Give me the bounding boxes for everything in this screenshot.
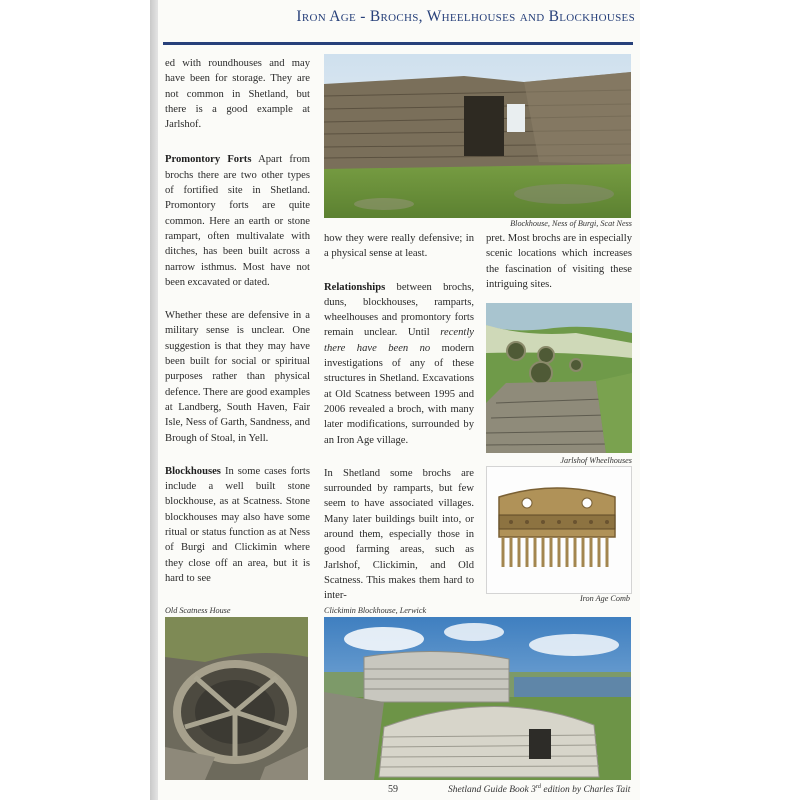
paragraph-text: Apart from brochs there are two other types of fortified site in Shetland. Promontory forts are quite common. Here an earth or stone rampart, often multivalate with ditches, has been built across a narrow isthmus. Most have not been excavated or dated. (165, 154, 310, 288)
italic-text: recently there have been no (324, 327, 474, 354)
paragraph: In Shetland some brochs are surrounded by ramparts, but few seem to have associated villages. Many later buildings built into, or around them, especially those in good farming areas, such as Jarlshof, Clickimin, and Old Scatness. This makes them hard to inter- (324, 467, 474, 602)
photo-caption: Jarlshof Wheelhouses (560, 456, 632, 465)
paragraph-text: In some cases forts include a well built stone blockhouse, as at Scatness. Stone blockhouses may also have some ritual or status function as at Ness of Burgi and Clickimin where they close off an area, but it is hard to see (165, 465, 310, 584)
paragraph-text: between brochs, duns, blockhouses, ramparts, wheelhouses and promontory forts remain unclear. Until (324, 281, 474, 339)
header-rule (163, 42, 633, 45)
aerial-ruins-photo-icon (486, 303, 632, 453)
photo-caption: Blockhouse, Ness of Burgi, Scat Ness (510, 219, 632, 228)
page-header: Iron Age - Brochs, Wheelhouses and Blockhouses (296, 8, 635, 25)
credit-text: Shetland Guide Book 3 (448, 785, 536, 796)
section-heading: Promontory Forts (165, 154, 252, 166)
book-credit (448, 784, 630, 795)
photo-caption: Iron Age Comb (579, 594, 630, 603)
section-heading: Blockhouses (165, 465, 221, 477)
section-heading: Relationships (324, 281, 386, 293)
page-number: 59 (388, 784, 398, 795)
paragraph-text: modern investigations of any of these structures in Shetland. Excavations at Old Scatness between 1995 and 2006 revealed a broch, with many later modifications, surrounded by an Iron Age village. (324, 342, 474, 446)
paragraph (165, 152, 310, 290)
paragraph: ed with roundhouses and may have been for storage. They are not common in Shetland, but there is a good example at Jarlshof. (165, 58, 310, 131)
wheelhouse-photo-icon (165, 617, 308, 780)
stone-wall-photo-icon (324, 54, 631, 218)
photo-caption: Clickimin Blockhouse, Lerwick (324, 606, 427, 615)
paragraph (324, 280, 474, 448)
bone-comb-photo-icon (486, 466, 632, 594)
paragraph: Whether these are defensive in a military sense is unclear. One suggestion is that they may have been built for social or spiritual purposes rather than physical defence. There are good examples at Landberg, South Haven, Fair Isle, Ness of Garth, Sandness, and Brough of Stoal, in Yell. (165, 310, 310, 444)
paragraph: pret. Most brochs are in especially scenic locations which increases the fascination of visiting these intriguing sites. (486, 233, 632, 290)
text-column-left (165, 56, 310, 600)
blockhouse-photo-icon (324, 617, 631, 780)
photo-caption: Old Scatness House (165, 606, 231, 615)
text-column-right (486, 231, 632, 306)
paragraph: how they were really defensive; in a physical sense at least. (324, 233, 474, 260)
credit-text: edition by Charles Tait (540, 785, 631, 796)
credit-superscript: rd (535, 784, 541, 790)
text-column-middle (324, 231, 474, 618)
paragraph (165, 464, 310, 586)
